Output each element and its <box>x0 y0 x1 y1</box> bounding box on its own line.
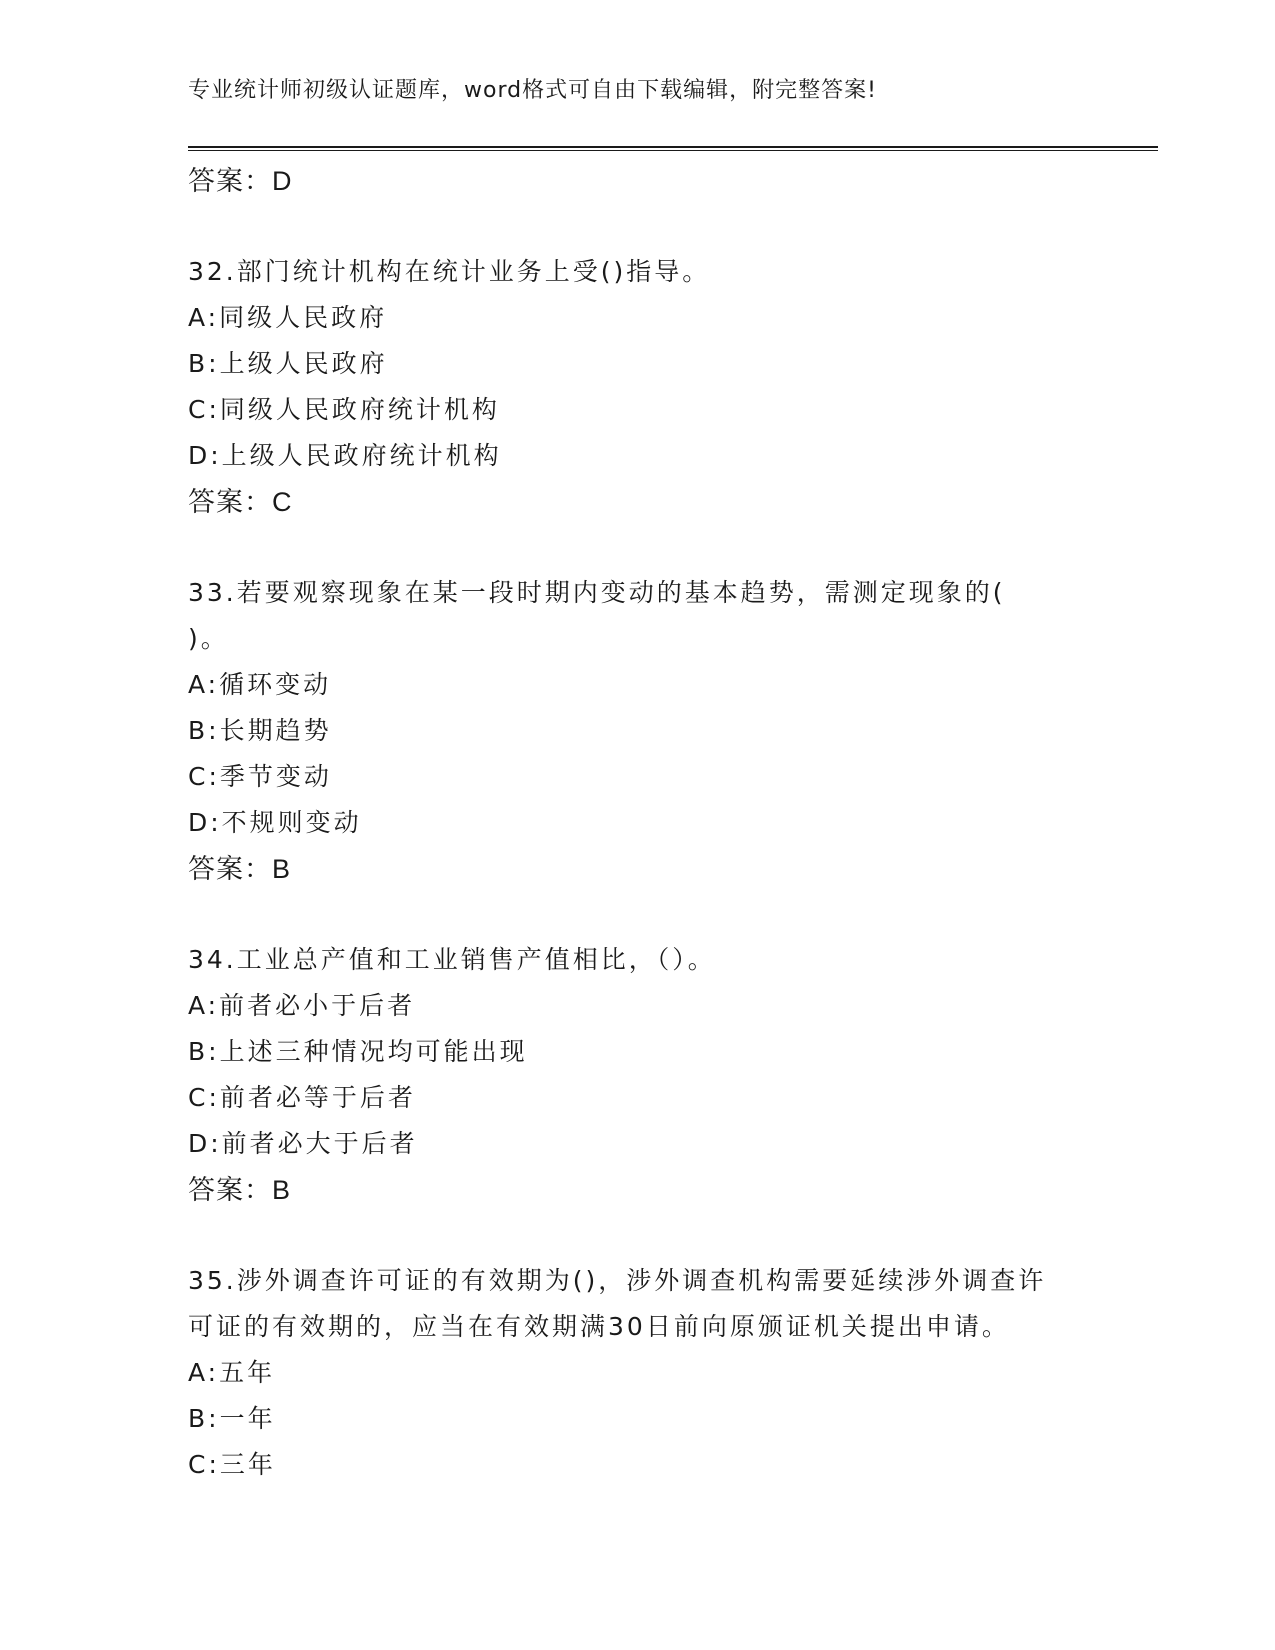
question-35-stem: 35.涉外调查许可证的有效期为()，涉外调查机构需要延续涉外调查许 <box>188 1266 1047 1295</box>
question-34-option-c: C:前者必等于后者 <box>188 1083 416 1112</box>
spacer <box>188 892 1088 937</box>
question-35-stem-continued: 可证的有效期的，应当在有效期满30日前向原颁证机关提出申请。 <box>188 1312 1010 1341</box>
header-divider <box>188 146 1158 151</box>
question-34-option-a: A:前者必小于后者 <box>188 991 416 1020</box>
question-32-option-c: C:同级人民政府统计机构 <box>188 395 500 424</box>
question-32-option-a: A:同级人民政府 <box>188 303 388 332</box>
spacer <box>188 1213 1088 1258</box>
question-32-option-b: B:上级人民政府 <box>188 349 388 378</box>
question-34-option-d: D:前者必大于后者 <box>188 1129 418 1158</box>
question-34-answer: 答案：B <box>188 1175 292 1205</box>
question-35-option-a: A:五年 <box>188 1358 276 1387</box>
question-33-option-d: D:不规则变动 <box>188 808 362 837</box>
question-33-option-c: C:季节变动 <box>188 762 332 791</box>
question-33-stem: 33.若要观察现象在某一段时期内变动的基本趋势，需测定现象的( <box>188 578 1006 607</box>
question-33-stem-continued: )。 <box>188 624 229 653</box>
question-35-option-c: C:三年 <box>188 1450 276 1479</box>
spacer <box>188 204 1088 249</box>
question-content <box>188 158 1088 1488</box>
question-35-option-b: B:一年 <box>188 1404 276 1433</box>
question-34-stem: 34.工业总产值和工业销售产值相比，（）。 <box>188 945 716 974</box>
question-32-answer: 答案：C <box>188 487 293 517</box>
question-33-answer: 答案：B <box>188 854 292 884</box>
page-header: 专业统计师初级认证题库，word格式可自由下载编辑，附完整答案! <box>188 78 877 103</box>
question-34-option-b: B:上述三种情况均可能出现 <box>188 1037 528 1066</box>
question-33-option-b: B:长期趋势 <box>188 716 332 745</box>
spacer <box>188 525 1088 570</box>
answer-line: 答案：D <box>188 166 293 196</box>
question-32-option-d: D:上级人民政府统计机构 <box>188 441 502 470</box>
question-33-option-a: A:循环变动 <box>188 670 332 699</box>
question-32-stem: 32.部门统计机构在统计业务上受()指导。 <box>188 257 711 286</box>
